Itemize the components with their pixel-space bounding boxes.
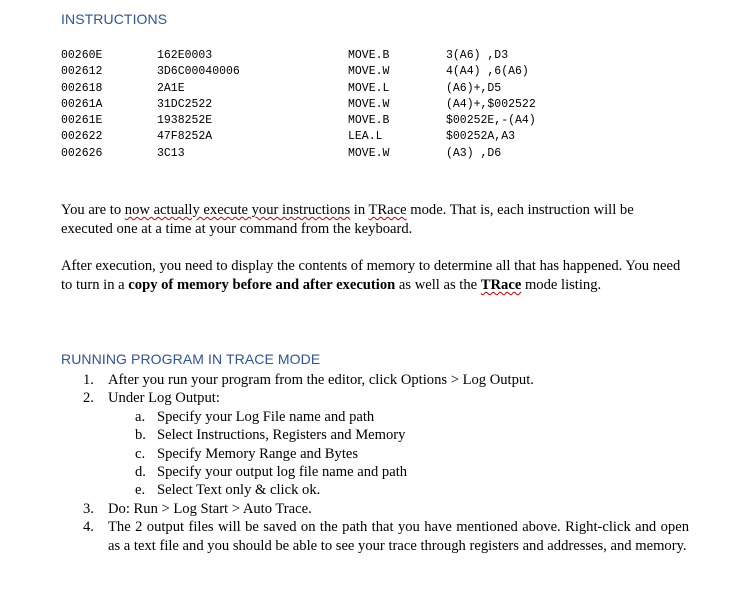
code-machine-hex: 1938252E — [157, 114, 213, 128]
code-row — [61, 81, 502, 97]
step-number: 1. — [83, 372, 94, 388]
step-text: Under Log Output: — [108, 390, 220, 407]
substep-item — [108, 445, 689, 463]
code-row — [61, 129, 516, 145]
code-address: 00261E — [61, 114, 103, 128]
substep-letter: b. — [135, 427, 146, 444]
trace-mode-term: TRace — [368, 202, 407, 218]
para1-text: mode. That is, each instruction will be executed one at a time at your command from the keyboard. — [61, 202, 634, 237]
code-machine-hex: 3C13 — [157, 146, 185, 160]
running-program-heading: RUNNING PROGRAM IN TRACE MODE — [61, 351, 321, 367]
code-operands: $00252E,-(A4) — [446, 114, 536, 128]
code-opcode: MOVE.W — [348, 97, 390, 111]
para2-text: After execution, you need to display the contents of memory to determine all that has happened. You need to turn in a — [61, 258, 681, 293]
para2-text: mode listing. — [521, 277, 602, 293]
step-number: 4. — [83, 519, 94, 536]
code-opcode: MOVE.W — [348, 146, 390, 160]
code-opcode: LEA.L — [348, 130, 383, 144]
code-listing — [61, 48, 536, 162]
code-address: 002622 — [61, 130, 103, 144]
step-item — [61, 518, 689, 555]
code-machine-hex: 31DC2522 — [157, 97, 213, 111]
substep-letter: d. — [135, 464, 146, 481]
code-row — [61, 48, 509, 64]
substep-item — [108, 408, 689, 426]
code-operands: (A3) ,D6 — [446, 146, 502, 160]
substeps-list — [108, 408, 689, 500]
code-machine-hex: 162E0003 — [157, 49, 213, 62]
substep-item — [108, 463, 689, 481]
substep-text: Select Instructions, Registers and Memory — [157, 427, 406, 444]
code-address: 00261A — [61, 97, 103, 111]
substep-letter: c. — [135, 445, 146, 462]
para1-text: You are to — [61, 202, 125, 218]
code-row — [61, 113, 536, 129]
para1-text: in — [350, 202, 369, 218]
code-opcode: MOVE.W — [348, 65, 390, 79]
step-item — [61, 389, 689, 499]
substep-text: Specify your Log File name and path — [157, 408, 375, 425]
code-operands: (A6)+,D5 — [446, 81, 502, 95]
substep-letter: a. — [135, 408, 146, 425]
para2-text: as well as the — [395, 277, 481, 293]
code-address: 00260E — [61, 49, 103, 62]
instructions-heading: INSTRUCTIONS — [61, 11, 168, 27]
code-opcode: MOVE.B — [348, 49, 390, 62]
code-row — [61, 97, 536, 113]
code-row — [61, 64, 529, 80]
code-row — [61, 146, 502, 162]
step-number: 3. — [83, 500, 94, 517]
substep-text: Specify your output log file name and path — [157, 464, 408, 481]
step-text: After you run your program from the editor, click Options > Log Output. — [108, 372, 534, 388]
code-operands: 3(A6) ,D3 — [446, 49, 509, 62]
steps-list — [61, 371, 689, 555]
code-address: 002612 — [61, 65, 103, 79]
code-opcode: MOVE.L — [348, 81, 390, 95]
substep-letter: e. — [135, 482, 146, 499]
substep-item — [108, 426, 689, 444]
code-machine-hex: 2A1E — [157, 81, 185, 95]
code-machine-hex: 3D6C00040006 — [157, 65, 240, 79]
display-memory-paragraph — [61, 257, 689, 295]
step-text: The 2 output files will be saved on the path that you have mentioned above. Right-click and open as a text file and you should be able to see your trace through registers and addresses, and memory. — [108, 519, 689, 554]
para1-flagged-phrase: now actually execute your instructions — [124, 202, 351, 218]
step-item — [61, 500, 689, 518]
substep-item — [108, 481, 689, 499]
code-address: 002618 — [61, 81, 103, 95]
trace-mode-term: TRace — [480, 277, 522, 293]
step-number: 2. — [83, 390, 94, 407]
code-address: 002626 — [61, 146, 103, 160]
substep-text: Specify Memory Range and Bytes — [157, 445, 359, 462]
para2-bold-phrase: copy of memory before and after execution — [128, 277, 396, 293]
code-opcode: MOVE.B — [348, 114, 390, 128]
step-text: Do: Run > Log Start > Auto Trace. — [108, 500, 312, 517]
code-machine-hex: 47F8252A — [157, 130, 213, 144]
step-item — [61, 371, 689, 389]
code-operands: (A4)+,$002522 — [446, 97, 536, 111]
code-operands: 4(A4) ,6(A6) — [446, 65, 529, 79]
substep-text: Select Text only & click ok. — [157, 482, 321, 499]
code-operands: $00252A,A3 — [446, 130, 516, 144]
execute-trace-paragraph — [61, 201, 689, 239]
